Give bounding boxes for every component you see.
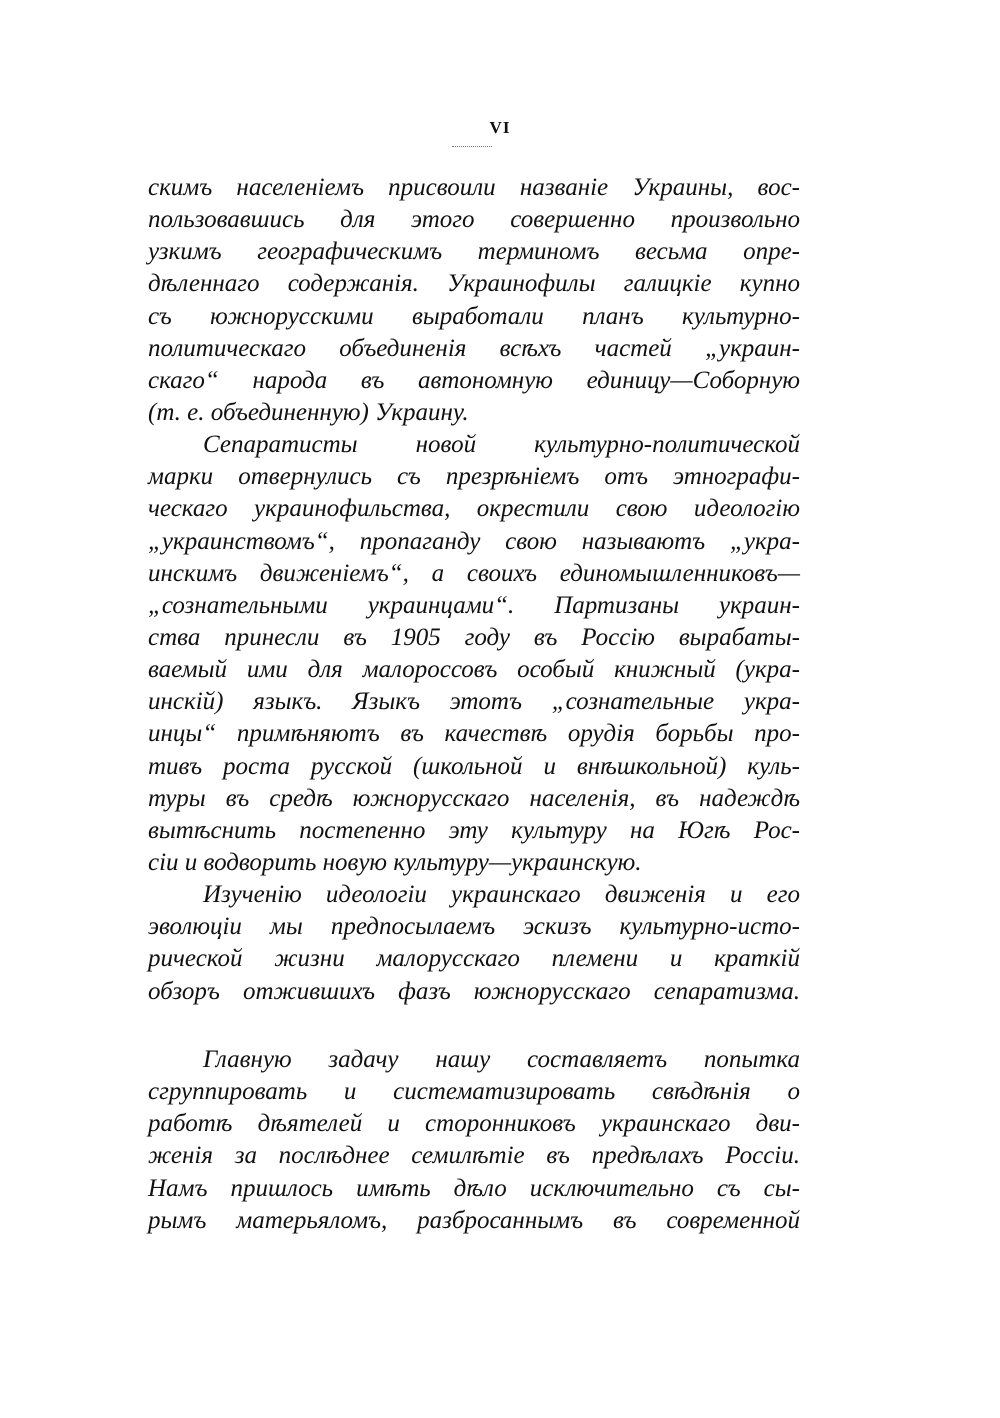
text-line: скимъ населеніемъ присвоили названіе Украины, вос- xyxy=(148,174,800,201)
text-section-one xyxy=(148,172,800,1008)
paragraph-3 xyxy=(148,879,800,1008)
text-line: туры въ средѣ южнорусскаго населенія, въ надеждѣ xyxy=(148,784,800,812)
text-line: Главную задачу нашу составляетъ попытка xyxy=(203,1046,800,1073)
text-line: Намъ пришлось имѣть дѣло исключительно съ сы- xyxy=(148,1174,800,1202)
text-line: работѣ дѣятелей и сторонниковъ украинскаго дви- xyxy=(148,1110,800,1138)
paragraph-2 xyxy=(148,429,800,879)
text-line: инскимъ движеніемъ“, а своихъ единомышленниковъ— xyxy=(148,559,800,587)
text-line: „сознательными украинцами“. Партизаны украин- xyxy=(148,591,800,619)
text-line: марки отвернулись съ презрѣніемъ отъ этнографи- xyxy=(148,463,800,491)
text-line: сгруппировать и систематизировать свѣдѣнія о xyxy=(148,1078,800,1106)
text-line: ваемый ими для малороссовъ особый книжный (укра- xyxy=(148,656,800,684)
text-line: обзоръ отжившихъ фазъ южнорусскаго сепаратизма. xyxy=(148,977,800,1005)
text-line: инскій) языкъ. Языкъ этотъ „сознательные укра- xyxy=(148,688,800,716)
text-line: сіи и водворить новую культуру—украинскую. xyxy=(148,848,642,876)
text-line: скаго“ народа въ автономную единицу—Соборную xyxy=(148,366,800,394)
text-line: Сепаратисты новой культурно-политической xyxy=(203,431,800,459)
text-line: рической жизни малорусскаго племени и краткій xyxy=(148,945,800,973)
paragraph-4 xyxy=(148,1044,800,1237)
text-line: тивъ роста русской (школьной и внѣшкольной) куль- xyxy=(148,752,800,780)
page-number: VI xyxy=(489,118,511,137)
text-line: женія за послѣднее семилѣтіе въ предѣлахъ Россіи. xyxy=(148,1142,800,1170)
text-line: вытѣснить постепенно эту культуру на Югѣ Рос- xyxy=(148,816,800,844)
paragraph-1 xyxy=(148,172,800,429)
text-section-two xyxy=(148,1044,800,1237)
text-line: дѣленнаго содержанія. Украинофилы галицкіе купно xyxy=(148,270,800,298)
text-line: Изученію идеологіи украинскаго движенія и его xyxy=(203,881,800,909)
text-line: (т. е. объединенную) Украину. xyxy=(148,398,469,426)
text-line: ческаго украинофильства, окрестили свою идеологію xyxy=(148,495,800,523)
text-line: инцы“ примѣняютъ въ качествѣ орудія борьбы про- xyxy=(148,720,800,748)
text-line: эволюціи мы предпосылаемъ эскизъ культурно-исто- xyxy=(148,913,800,941)
text-line: съ южнорусскими выработали планъ культурно- xyxy=(148,302,800,330)
text-line: „украинствомъ“, пропаганду свою называютъ „укра- xyxy=(148,527,800,555)
text-line: пользовавшись для этого совершенно произвольно xyxy=(148,206,800,234)
text-line: узкимъ географическимъ терминомъ весьма опре- xyxy=(148,238,800,266)
page-number-rule xyxy=(452,146,492,147)
text-line: политическаго объединенія всѣхъ частей „украин- xyxy=(148,334,800,362)
text-line: ства принесли въ 1905 году въ Россію вырабаты- xyxy=(148,623,800,651)
text-line: рымъ матерьяломъ, разбросаннымъ въ современной xyxy=(148,1206,800,1234)
